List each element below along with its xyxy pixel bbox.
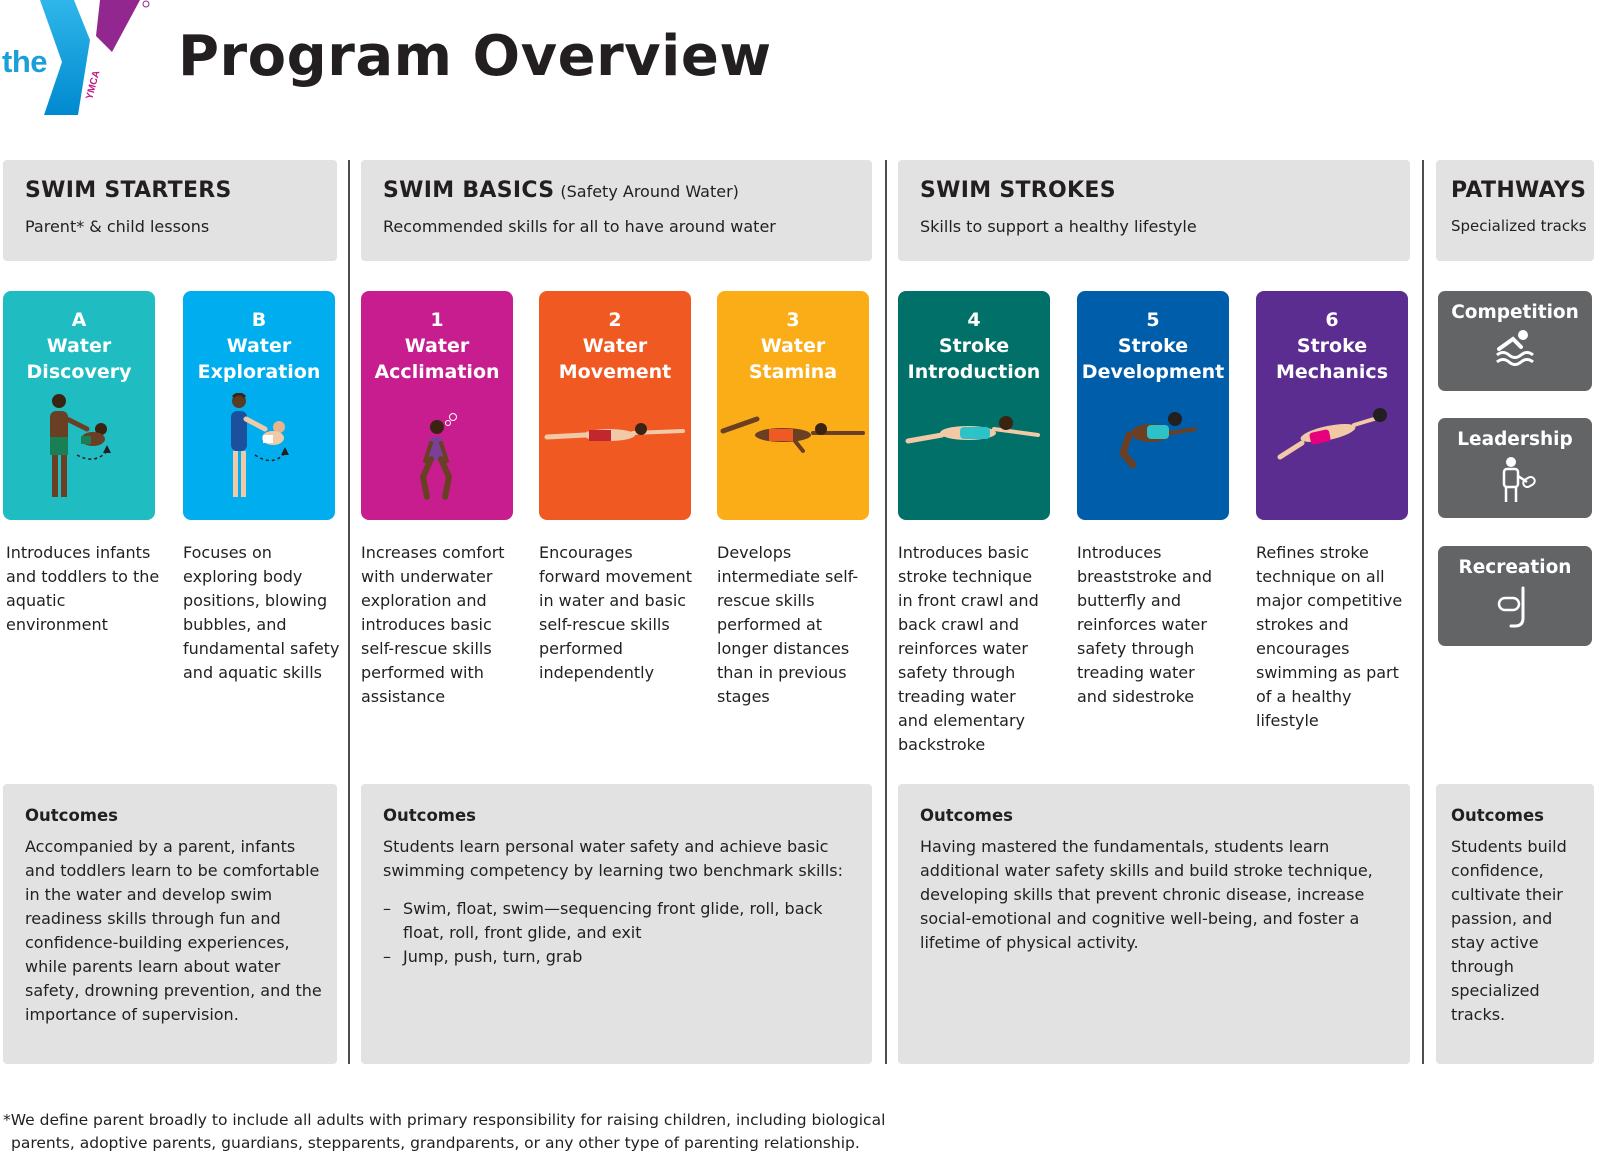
stage-number: 6 [1325,309,1339,331]
section-title-text: SWIM BASICS [383,178,555,203]
stage-description-a: Introduces infants and toddlers to the aquatic environment [6,543,160,634]
stage-description-b: Focuses on exploring body positions, blowing bubbles, and fundamental safety and aquatic skills [183,543,340,682]
stage-description-1: Increases comfort with underwater exploration and introduces basic self-rescue skills performed with assistance [361,543,505,706]
section-header-swim-starters [3,160,337,261]
section-title-note: (Safety Around Water) [560,182,739,201]
stage-number: 4 [967,309,981,331]
pathway-name: Recreation [1458,557,1572,578]
pathway-card-recreation [1438,546,1592,646]
stage-name: Water Stamina [748,335,838,383]
stage-description-4: Introduces basic stroke technique in front crawl and back crawl and reinforces water safety through treading water and elementary backstroke [898,543,1039,754]
section-header-swim-basics [361,160,872,261]
stage-name: Water Acclimation [374,335,500,383]
footnote-line: *We define parent broadly to include all adults with primary responsibility for raising children, including biological [3,1111,886,1129]
svg-text:YMCA: YMCA [84,69,103,101]
outcomes-heading: Outcomes [25,806,118,825]
section-divider [885,160,887,1064]
outcomes-swim-basics [361,784,872,1064]
front-crawl-swimmer-icon [898,393,1050,503]
list-item: – Jump, push, turn, grab [383,945,858,969]
list-item: – Swim, float, swim—sequencing front glide, roll, back float, roll, front glide, and exit [383,897,858,945]
stage-card-a [3,291,155,520]
child-blowing-bubbles-icon [361,393,513,503]
stage-name: Water Exploration [197,335,321,383]
section-subtitle: Specialized tracks [1451,217,1587,235]
stage-number: B [251,309,267,331]
stage-card-1 [361,291,513,520]
stage-description-6: Refines stroke technique on all major competitive strokes and encourages swimming as part of a healthy lifestyle [1256,543,1403,730]
outcomes-swim-starters [3,784,337,1064]
stage-number: A [71,309,87,331]
stage-description-2: Encourages forward movement in water and basic self-rescue skills performed independently [539,543,692,682]
footnote-line: parents, adoptive parents, guardians, stepparents, grandparents, or any other type of parenting relationship. [11,1134,860,1152]
pathway-card-leadership [1438,418,1592,518]
benchmark-skill-list [383,897,858,969]
section-divider [1422,160,1424,1064]
outcomes-heading: Outcomes [1451,806,1544,825]
section-subtitle: Skills to support a healthy lifestyle [920,217,1197,236]
pathway-card-competition [1438,291,1592,391]
swimmer-icon [1493,329,1537,367]
section-header-swim-strokes [898,160,1410,261]
breaststroke-swimmer-icon [1077,393,1229,503]
parent-holding-toddler-icon [183,393,335,503]
stage-description-3: Develops intermediate self-rescue skills performed at longer distances than in previous stages [717,543,859,706]
section-title [383,178,872,203]
stage-card-3 [717,291,869,520]
stage-number: 2 [608,309,622,331]
child-gliding-icon [539,393,691,503]
parent-holding-infant-icon [3,393,155,503]
outcomes-text: Having mastered the fundamentals, students learn additional water safety skills and build stroke technique, developing skills that prevent chronic disease, increase social-emotional and cognitive well-being, and foster a lifetime of physical activity. [920,837,1373,952]
stage-name: Stroke Mechanics [1275,335,1388,383]
outcomes-swim-strokes [898,784,1410,1064]
stage-name: Stroke Introduction [907,335,1041,383]
stage-description-5: Introduces breaststroke and butterfly and reinforces water safety through treading water and sidestroke [1077,543,1212,706]
outcomes-text: Students build confidence, cultivate their passion, and stay active through specialized tracks. [1451,837,1567,1024]
section-header-pathways [1436,160,1594,261]
outcomes-text: Accompanied by a parent, infants and toddlers learn to be comfortable in the water and develop swim readiness skills through fun and confidence-building experiences, while parents learn about water safety, drowning prevention, and the importance of supervision. [25,837,322,1024]
stage-card-2 [539,291,691,520]
section-title: SWIM STARTERS [25,178,232,203]
stage-name: Water Discovery [26,335,132,383]
section-divider [348,160,350,1064]
diving-swimmer-icon [1256,393,1408,503]
logo-word: the [2,44,47,79]
stage-name: Stroke Development [1081,335,1225,383]
stage-card-6 [1256,291,1408,520]
page-title: Program Overview [178,24,772,89]
stage-card-b [183,291,335,520]
outcomes-heading: Outcomes [920,806,1013,825]
section-subtitle: Recommended skills for all to have around water [383,217,776,236]
section-subtitle: Parent* & child lessons [25,217,210,236]
child-swimming-icon [717,393,869,503]
stage-number: 5 [1146,309,1160,331]
outcomes-pathways [1436,784,1594,1064]
outcomes-text: Students learn personal water safety and achieve basic swimming competency by learning two benchmark skills: [383,837,844,880]
stage-card-5 [1077,291,1229,520]
section-title: SWIM STROKES [920,178,1116,203]
pathway-name: Competition [1451,302,1579,323]
stage-name: Water Movement [558,335,672,383]
stage-number: 3 [786,309,800,331]
snorkel-icon [1493,584,1537,628]
stage-card-4 [898,291,1050,520]
stage-number: 1 [430,309,444,331]
outcomes-heading: Outcomes [383,806,476,825]
pathway-name: Leadership [1457,429,1573,450]
ymca-logo [0,0,160,115]
footnote [3,1109,885,1152]
section-title: PATHWAYS [1451,178,1587,203]
lifeguard-icon [1493,456,1537,504]
